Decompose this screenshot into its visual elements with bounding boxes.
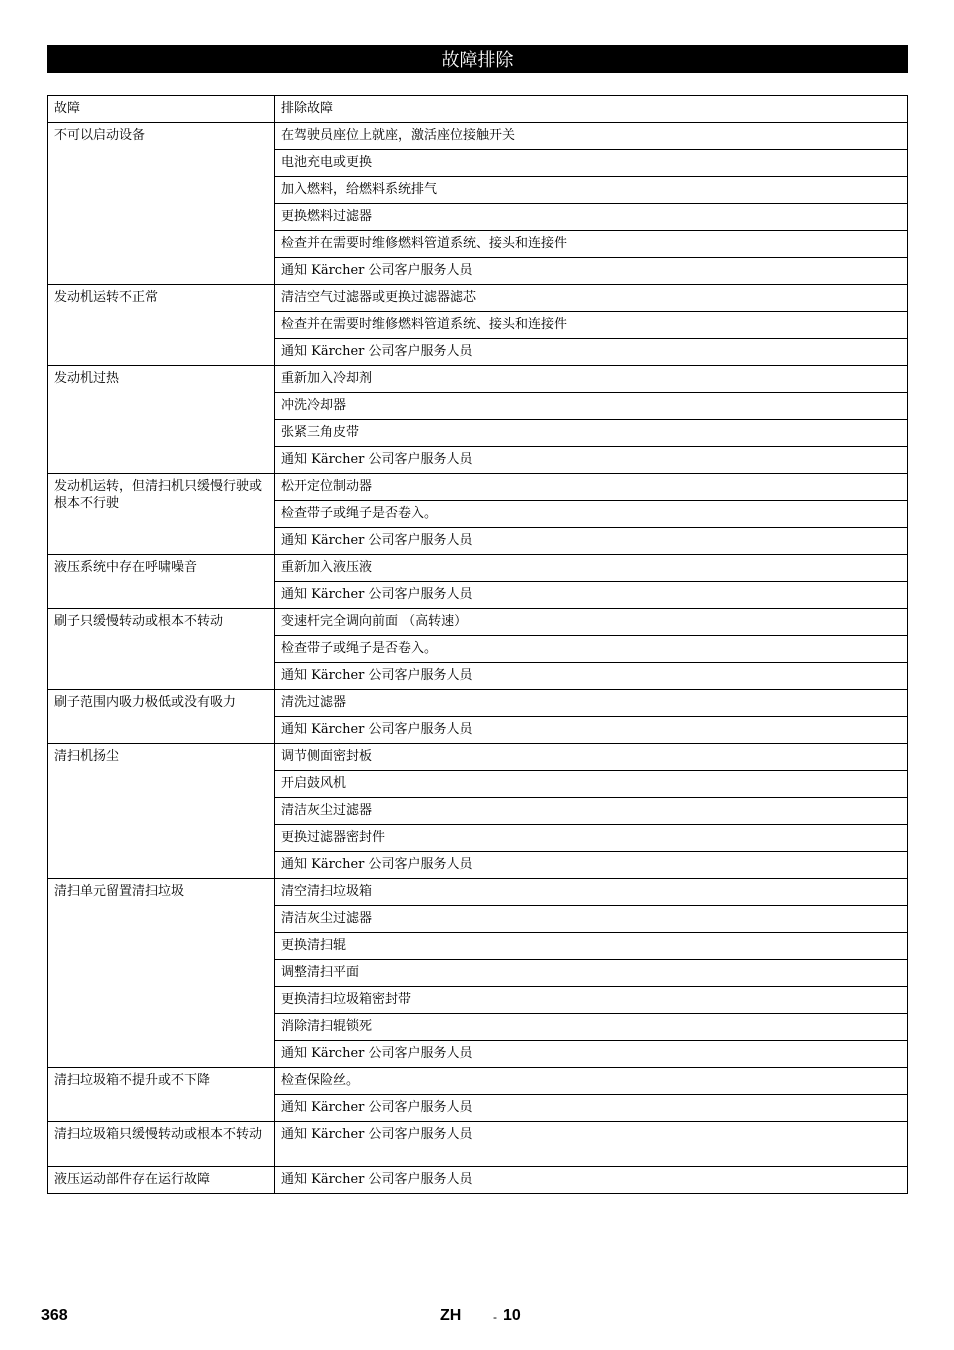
table-row bbox=[48, 609, 908, 636]
remedy-cell: 张紧三角皮带 bbox=[275, 420, 908, 447]
remedy-cell: 通知 Kärcher 公司客户服务人员 bbox=[275, 1095, 908, 1122]
remedy-cell: 重新加入液压液 bbox=[275, 555, 908, 582]
table-row bbox=[48, 1068, 908, 1095]
fault-cell: 清扫垃圾箱只缓慢转动或根本不转动 bbox=[48, 1122, 275, 1167]
remedy-cell: 通知 Kärcher 公司客户服务人员 bbox=[275, 663, 908, 690]
table-row bbox=[48, 1122, 908, 1167]
remedy-cell: 通知 Kärcher 公司客户服务人员 bbox=[275, 852, 908, 879]
fault-cell: 清扫机扬尘 bbox=[48, 744, 275, 879]
remedy-cell: 变速杆完全调向前面 （高转速） bbox=[275, 609, 908, 636]
remedy-cell: 在驾驶员座位上就座，激活座位接触开关 bbox=[275, 123, 908, 150]
footer-dash: - bbox=[493, 1310, 497, 1324]
remedy-cell: 检查保险丝。 bbox=[275, 1068, 908, 1095]
remedy-cell: 清空清扫垃圾箱 bbox=[275, 879, 908, 906]
remedy-cell: 重新加入冷却剂 bbox=[275, 366, 908, 393]
section-number: 10 bbox=[503, 1307, 521, 1324]
table-header-row bbox=[48, 96, 908, 123]
remedy-cell: 更换燃料过滤器 bbox=[275, 204, 908, 231]
table-row bbox=[48, 1167, 908, 1194]
fault-cell: 液压运动部件存在运行故障 bbox=[48, 1167, 275, 1194]
fault-cell: 清扫单元留置清扫垃圾 bbox=[48, 879, 275, 1068]
remedy-cell: 通知 Kärcher 公司客户服务人员 bbox=[275, 447, 908, 474]
remedy-cell: 通知 Kärcher 公司客户服务人员 bbox=[275, 528, 908, 555]
header-fault: 故障 bbox=[48, 96, 275, 123]
remedy-cell: 加入燃料，给燃料系统排气 bbox=[275, 177, 908, 204]
remedy-cell: 电池充电或更换 bbox=[275, 150, 908, 177]
table-row bbox=[48, 474, 908, 501]
table-body bbox=[48, 123, 908, 1194]
remedy-cell: 通知 Kärcher 公司客户服务人员 bbox=[275, 1122, 908, 1167]
table-row bbox=[48, 285, 908, 312]
remedy-cell: 更换清扫辊 bbox=[275, 933, 908, 960]
table-row bbox=[48, 555, 908, 582]
table-row bbox=[48, 366, 908, 393]
fault-cell: 发动机运转不正常 bbox=[48, 285, 275, 366]
table-row bbox=[48, 744, 908, 771]
remedy-cell: 松开定位制动器 bbox=[275, 474, 908, 501]
remedy-cell: 清洁灰尘过滤器 bbox=[275, 906, 908, 933]
remedy-cell: 通知 Kärcher 公司客户服务人员 bbox=[275, 339, 908, 366]
language-code: ZH bbox=[440, 1307, 462, 1324]
remedy-cell: 消除清扫辊锁死 bbox=[275, 1014, 908, 1041]
remedy-cell: 调整清扫平面 bbox=[275, 960, 908, 987]
remedy-cell: 检查并在需要时维修燃料管道系统、接头和连接件 bbox=[275, 312, 908, 339]
remedy-cell: 冲洗冷却器 bbox=[275, 393, 908, 420]
fault-cell: 清扫垃圾箱不提升或不下降 bbox=[48, 1068, 275, 1122]
remedy-cell: 通知 Kärcher 公司客户服务人员 bbox=[275, 1041, 908, 1068]
remedy-cell: 通知 Kärcher 公司客户服务人员 bbox=[275, 582, 908, 609]
header-remedy: 排除故障 bbox=[275, 96, 908, 123]
remedy-cell: 通知 Kärcher 公司客户服务人员 bbox=[275, 717, 908, 744]
remedy-cell: 更换清扫垃圾箱密封带 bbox=[275, 987, 908, 1014]
fault-cell: 不可以启动设备 bbox=[48, 123, 275, 285]
fault-cell: 刷子只缓慢转动或根本不转动 bbox=[48, 609, 275, 690]
page-title: 故障排除 bbox=[47, 45, 908, 73]
table-row bbox=[48, 879, 908, 906]
remedy-cell: 更换过滤器密封件 bbox=[275, 825, 908, 852]
troubleshooting-table bbox=[47, 95, 908, 1194]
table-row bbox=[48, 690, 908, 717]
remedy-cell: 检查带子或绳子是否卷入。 bbox=[275, 501, 908, 528]
fault-cell: 刷子范围内吸力极低或没有吸力 bbox=[48, 690, 275, 744]
fault-cell: 发动机运转，但清扫机只缓慢行驶或根本不行驶 bbox=[48, 474, 275, 555]
remedy-cell: 开启鼓风机 bbox=[275, 771, 908, 798]
remedy-cell: 检查并在需要时维修燃料管道系统、接头和连接件 bbox=[275, 231, 908, 258]
remedy-cell: 清洁灰尘过滤器 bbox=[275, 798, 908, 825]
table-row bbox=[48, 123, 908, 150]
remedy-cell: 检查带子或绳子是否卷入。 bbox=[275, 636, 908, 663]
remedy-cell: 调节侧面密封板 bbox=[275, 744, 908, 771]
remedy-cell: 清洁空气过滤器或更换过滤器滤芯 bbox=[275, 285, 908, 312]
fault-cell: 发动机过热 bbox=[48, 366, 275, 474]
page-number: 368 bbox=[41, 1307, 68, 1324]
remedy-cell: 清洗过滤器 bbox=[275, 690, 908, 717]
remedy-cell: 通知 Kärcher 公司客户服务人员 bbox=[275, 1167, 908, 1194]
fault-cell: 液压系统中存在呼啸噪音 bbox=[48, 555, 275, 609]
remedy-cell: 通知 Kärcher 公司客户服务人员 bbox=[275, 258, 908, 285]
